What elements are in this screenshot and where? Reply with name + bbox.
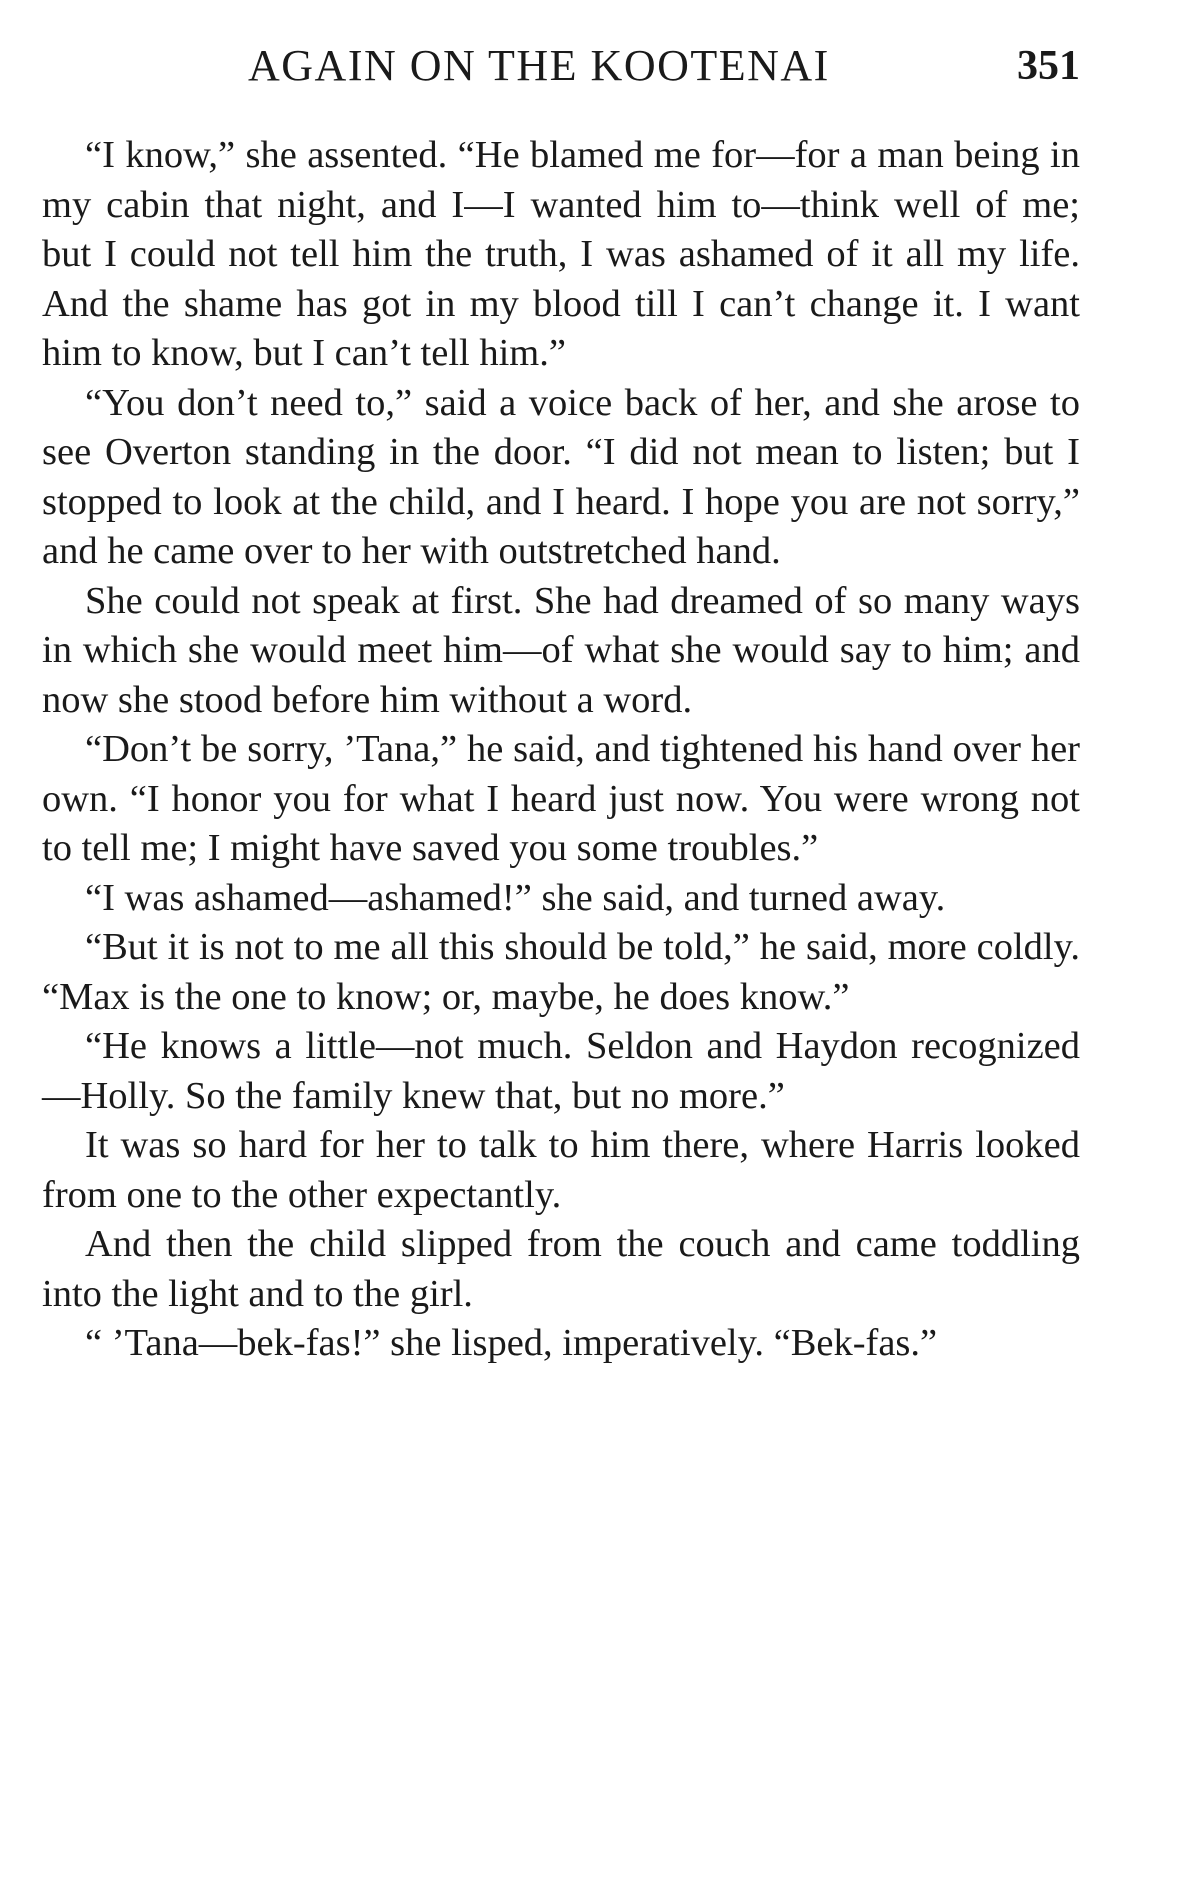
paragraph: “He knows a little—not much. Seldon and Haydon recognized—Holly. So the family knew that, but no more.” xyxy=(42,1025,1080,1117)
body-text xyxy=(42,131,1080,1369)
paragraph: “ ’Tana—bek-fas!” she lisped, imperatively. “Bek-fas.” xyxy=(85,1322,938,1364)
paragraph: “You don’t need to,” said a voice back of her, and she arose to see Overton standing in the door. “I did not mean to listen; but I stopped to look at the child, and I heard. I hope you are not sorry,” and he came over to her with outstretched hand. xyxy=(42,381,1080,572)
page-number: 351 xyxy=(1017,43,1080,89)
chapter-title: AGAIN ON THE KOOTENAI xyxy=(248,41,830,90)
paragraph: “But it is not to me all this should be told,” he said, more coldly. “Max is the one to know; or, maybe, he does know.” xyxy=(42,926,1080,1018)
paragraph: And then the child slipped from the couch and came toddling into the light and to the girl. xyxy=(42,1223,1080,1315)
running-head xyxy=(0,36,1080,96)
paragraph: “Don’t be sorry, ’Tana,” he said, and tightened his hand over her own. “I honor you for what I heard just now. You were wrong not to tell me; I might have saved you some troubles.” xyxy=(42,728,1080,869)
paragraph: She could not speak at first. She had dreamed of so many ways in which she would meet him—of what she would say to him; and now she stood before him without a word. xyxy=(42,579,1080,721)
paragraph: “I know,” she assented. “He blamed me for—for a man being in my cabin that night, and I—I wanted him to—think well of me; but I could not tell him the truth, I was ashamed of it all my life. And the shame has got in my blood till I can’t change it. I want him to know, but I can’t tell him.” xyxy=(42,134,1080,374)
paragraph: It was so hard for her to talk to him there, where Harris looked from one to the other expectantly. xyxy=(42,1124,1080,1216)
paragraph: “I was ashamed—ashamed!” she said, and turned away. xyxy=(85,876,946,919)
